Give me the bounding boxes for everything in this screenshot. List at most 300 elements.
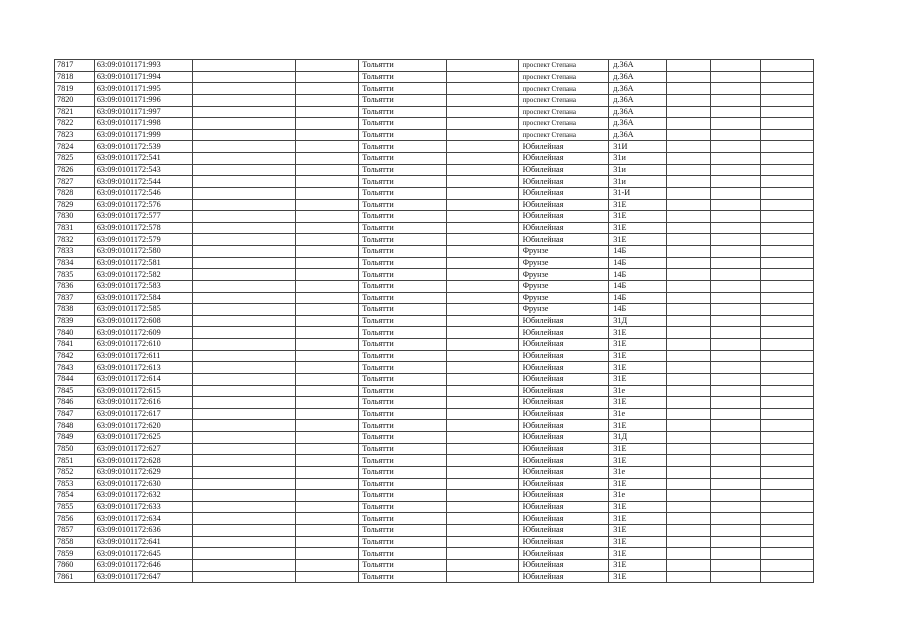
city-cell: Тольятти: [359, 106, 446, 118]
empty-cell: [760, 257, 813, 269]
empty-cell: [446, 141, 518, 153]
cadastral-number-cell: 63:09:0101172:583: [94, 280, 192, 292]
house-cell: 31Е: [609, 478, 667, 490]
house-cell: 31е: [609, 490, 667, 502]
city-cell: Тольятти: [359, 292, 446, 304]
city-cell: Тольятти: [359, 60, 446, 72]
row-number-cell: 7817: [55, 60, 95, 72]
empty-cell: [711, 455, 761, 467]
city-cell: Тольятти: [359, 350, 446, 362]
empty-cell: [296, 408, 359, 420]
empty-cell: [296, 327, 359, 339]
empty-cell: [296, 315, 359, 327]
empty-cell: [666, 234, 710, 246]
empty-cell: [296, 501, 359, 513]
cadastral-number-cell: 63:09:0101172:539: [94, 141, 192, 153]
street-cell: Юбилейная: [518, 153, 609, 165]
house-cell: 31и: [609, 176, 667, 188]
empty-cell: [446, 420, 518, 432]
empty-cell: [296, 187, 359, 199]
empty-cell: [296, 525, 359, 537]
cadastral-number-cell: 63:09:0101172:576: [94, 199, 192, 211]
city-cell: Тольятти: [359, 501, 446, 513]
table-row: [55, 211, 814, 223]
empty-cell: [711, 350, 761, 362]
empty-cell: [193, 187, 296, 199]
empty-cell: [446, 83, 518, 95]
city-cell: Тольятти: [359, 397, 446, 409]
street-cell: Юбилейная: [518, 513, 609, 525]
street-cell: Юбилейная: [518, 443, 609, 455]
row-number-cell: 7819: [55, 83, 95, 95]
house-cell: д.36А: [609, 129, 667, 141]
street-cell: Фрунзе: [518, 280, 609, 292]
city-cell: Тольятти: [359, 548, 446, 560]
empty-cell: [193, 106, 296, 118]
empty-cell: [760, 490, 813, 502]
house-cell: 14Б: [609, 246, 667, 258]
empty-cell: [760, 280, 813, 292]
empty-cell: [711, 257, 761, 269]
empty-cell: [711, 315, 761, 327]
row-number-cell: 7820: [55, 94, 95, 106]
street-cell: Юбилейная: [518, 315, 609, 327]
table-row: [55, 443, 814, 455]
empty-cell: [711, 373, 761, 385]
cadastral-number-cell: 63:09:0101172:647: [94, 571, 192, 583]
empty-cell: [193, 129, 296, 141]
city-cell: Тольятти: [359, 339, 446, 351]
empty-cell: [446, 373, 518, 385]
street-cell: Юбилейная: [518, 455, 609, 467]
row-number-cell: 7835: [55, 269, 95, 281]
street-cell: Юбилейная: [518, 501, 609, 513]
empty-cell: [446, 559, 518, 571]
empty-cell: [760, 397, 813, 409]
empty-cell: [193, 339, 296, 351]
empty-cell: [666, 327, 710, 339]
cadastral-number-cell: 63:09:0101172:581: [94, 257, 192, 269]
city-cell: Тольятти: [359, 408, 446, 420]
house-cell: 31Е: [609, 234, 667, 246]
empty-cell: [446, 501, 518, 513]
empty-cell: [711, 60, 761, 72]
empty-cell: [666, 455, 710, 467]
empty-cell: [666, 292, 710, 304]
street-cell: Юбилейная: [518, 420, 609, 432]
street-cell: проспект Степана: [518, 129, 609, 141]
house-cell: 31Е: [609, 513, 667, 525]
empty-cell: [296, 455, 359, 467]
row-number-cell: 7859: [55, 548, 95, 560]
empty-cell: [446, 118, 518, 130]
empty-cell: [711, 153, 761, 165]
empty-cell: [446, 164, 518, 176]
table-row: [55, 83, 814, 95]
street-cell: Юбилейная: [518, 525, 609, 537]
empty-cell: [193, 513, 296, 525]
empty-cell: [711, 525, 761, 537]
city-cell: Тольятти: [359, 94, 446, 106]
city-cell: Тольятти: [359, 362, 446, 374]
empty-cell: [296, 222, 359, 234]
house-cell: 31Е: [609, 222, 667, 234]
empty-cell: [760, 362, 813, 374]
empty-cell: [666, 176, 710, 188]
empty-cell: [193, 176, 296, 188]
empty-cell: [296, 304, 359, 316]
house-cell: 31И: [609, 141, 667, 153]
house-cell: 14Б: [609, 257, 667, 269]
empty-cell: [760, 466, 813, 478]
city-cell: Тольятти: [359, 420, 446, 432]
row-number-cell: 7852: [55, 466, 95, 478]
empty-cell: [666, 257, 710, 269]
house-cell: 14Б: [609, 269, 667, 281]
empty-cell: [711, 164, 761, 176]
empty-cell: [666, 106, 710, 118]
street-cell: Юбилейная: [518, 373, 609, 385]
empty-cell: [446, 350, 518, 362]
city-cell: Тольятти: [359, 118, 446, 130]
empty-cell: [666, 548, 710, 560]
street-cell: проспект Степана: [518, 118, 609, 130]
house-cell: д.36А: [609, 83, 667, 95]
empty-cell: [666, 118, 710, 130]
house-cell: 31Е: [609, 397, 667, 409]
house-cell: д.36А: [609, 71, 667, 83]
empty-cell: [193, 71, 296, 83]
city-cell: Тольятти: [359, 559, 446, 571]
empty-cell: [296, 269, 359, 281]
empty-cell: [296, 432, 359, 444]
empty-cell: [296, 490, 359, 502]
table-row: [55, 548, 814, 560]
street-cell: Юбилейная: [518, 141, 609, 153]
row-number-cell: 7860: [55, 559, 95, 571]
empty-cell: [193, 525, 296, 537]
empty-cell: [666, 513, 710, 525]
table-row: [55, 513, 814, 525]
street-cell: Юбилейная: [518, 571, 609, 583]
house-cell: д.36А: [609, 60, 667, 72]
street-cell: проспект Степана: [518, 71, 609, 83]
street-cell: проспект Степана: [518, 60, 609, 72]
empty-cell: [193, 466, 296, 478]
empty-cell: [296, 350, 359, 362]
empty-cell: [666, 536, 710, 548]
empty-cell: [446, 513, 518, 525]
table-row: [55, 222, 814, 234]
empty-cell: [711, 280, 761, 292]
empty-cell: [193, 304, 296, 316]
table-row: [55, 571, 814, 583]
empty-cell: [446, 466, 518, 478]
street-cell: Юбилейная: [518, 222, 609, 234]
table-row: [55, 432, 814, 444]
house-cell: д.36А: [609, 94, 667, 106]
empty-cell: [446, 257, 518, 269]
empty-cell: [446, 327, 518, 339]
house-cell: 31Е: [609, 455, 667, 467]
empty-cell: [760, 222, 813, 234]
table-row: [55, 164, 814, 176]
empty-cell: [711, 269, 761, 281]
table-row: [55, 373, 814, 385]
empty-cell: [296, 60, 359, 72]
empty-cell: [666, 211, 710, 223]
city-cell: Тольятти: [359, 373, 446, 385]
empty-cell: [760, 118, 813, 130]
empty-cell: [296, 71, 359, 83]
row-number-cell: 7832: [55, 234, 95, 246]
street-cell: Юбилейная: [518, 432, 609, 444]
street-cell: Юбилейная: [518, 385, 609, 397]
empty-cell: [296, 94, 359, 106]
empty-cell: [760, 141, 813, 153]
row-number-cell: 7848: [55, 420, 95, 432]
house-cell: 31Е: [609, 327, 667, 339]
table-row: [55, 129, 814, 141]
row-number-cell: 7841: [55, 339, 95, 351]
empty-cell: [446, 432, 518, 444]
empty-cell: [711, 408, 761, 420]
empty-cell: [760, 304, 813, 316]
city-cell: Тольятти: [359, 304, 446, 316]
city-cell: Тольятти: [359, 478, 446, 490]
empty-cell: [666, 397, 710, 409]
empty-cell: [296, 559, 359, 571]
empty-cell: [446, 339, 518, 351]
table-row: [55, 257, 814, 269]
table-row: [55, 280, 814, 292]
cadastral-number-cell: 63:09:0101172:584: [94, 292, 192, 304]
empty-cell: [760, 60, 813, 72]
empty-cell: [760, 432, 813, 444]
house-cell: 14Б: [609, 304, 667, 316]
row-number-cell: 7824: [55, 141, 95, 153]
table-row: [55, 339, 814, 351]
empty-cell: [193, 420, 296, 432]
row-number-cell: 7831: [55, 222, 95, 234]
house-cell: 31Е: [609, 211, 667, 223]
table-row: [55, 525, 814, 537]
empty-cell: [446, 304, 518, 316]
empty-cell: [760, 536, 813, 548]
empty-cell: [193, 536, 296, 548]
empty-cell: [296, 536, 359, 548]
table-row: [55, 397, 814, 409]
table-row: [55, 420, 814, 432]
cadastral-number-cell: 63:09:0101172:580: [94, 246, 192, 258]
table-row: [55, 176, 814, 188]
empty-cell: [446, 397, 518, 409]
house-cell: д.36А: [609, 106, 667, 118]
empty-cell: [760, 559, 813, 571]
cadastral-number-cell: 63:09:0101171:998: [94, 118, 192, 130]
table-row: [55, 71, 814, 83]
city-cell: Тольятти: [359, 257, 446, 269]
empty-cell: [296, 466, 359, 478]
empty-cell: [760, 83, 813, 95]
empty-cell: [711, 478, 761, 490]
empty-cell: [711, 141, 761, 153]
street-cell: проспект Степана: [518, 106, 609, 118]
city-cell: Тольятти: [359, 211, 446, 223]
empty-cell: [760, 327, 813, 339]
empty-cell: [193, 501, 296, 513]
row-number-cell: 7850: [55, 443, 95, 455]
empty-cell: [296, 118, 359, 130]
house-cell: 31Е: [609, 571, 667, 583]
empty-cell: [666, 269, 710, 281]
empty-cell: [193, 315, 296, 327]
empty-cell: [296, 373, 359, 385]
row-number-cell: 7861: [55, 571, 95, 583]
street-cell: Юбилейная: [518, 211, 609, 223]
empty-cell: [446, 269, 518, 281]
house-cell: д.36А: [609, 118, 667, 130]
row-number-cell: 7858: [55, 536, 95, 548]
empty-cell: [193, 490, 296, 502]
street-cell: Юбилейная: [518, 397, 609, 409]
empty-cell: [760, 187, 813, 199]
empty-cell: [446, 408, 518, 420]
house-cell: 31Е: [609, 536, 667, 548]
empty-cell: [296, 571, 359, 583]
empty-cell: [666, 141, 710, 153]
cadastral-number-cell: 63:09:0101172:582: [94, 269, 192, 281]
house-cell: 14Б: [609, 280, 667, 292]
cadastral-number-cell: 63:09:0101172:608: [94, 315, 192, 327]
empty-cell: [446, 490, 518, 502]
empty-cell: [711, 187, 761, 199]
empty-cell: [193, 222, 296, 234]
city-cell: Тольятти: [359, 234, 446, 246]
empty-cell: [193, 432, 296, 444]
empty-cell: [760, 339, 813, 351]
empty-cell: [296, 129, 359, 141]
empty-cell: [296, 443, 359, 455]
empty-cell: [296, 257, 359, 269]
empty-cell: [666, 501, 710, 513]
row-number-cell: 7857: [55, 525, 95, 537]
empty-cell: [193, 478, 296, 490]
table-row: [55, 246, 814, 258]
row-number-cell: 7825: [55, 153, 95, 165]
street-cell: Юбилейная: [518, 339, 609, 351]
table-row: [55, 94, 814, 106]
table-row: [55, 327, 814, 339]
table-row: [55, 187, 814, 199]
city-cell: Тольятти: [359, 536, 446, 548]
empty-cell: [446, 292, 518, 304]
empty-cell: [193, 327, 296, 339]
empty-cell: [446, 94, 518, 106]
empty-cell: [666, 60, 710, 72]
empty-cell: [711, 304, 761, 316]
row-number-cell: 7826: [55, 164, 95, 176]
empty-cell: [446, 153, 518, 165]
empty-cell: [193, 548, 296, 560]
empty-cell: [760, 164, 813, 176]
cadastral-number-cell: 63:09:0101172:577: [94, 211, 192, 223]
cadastral-number-cell: 63:09:0101172:645: [94, 548, 192, 560]
cadastral-number-cell: 63:09:0101172:578: [94, 222, 192, 234]
empty-cell: [760, 94, 813, 106]
city-cell: Тольятти: [359, 141, 446, 153]
street-cell: Юбилейная: [518, 536, 609, 548]
empty-cell: [760, 385, 813, 397]
empty-cell: [666, 304, 710, 316]
empty-cell: [193, 234, 296, 246]
house-cell: 31Е: [609, 443, 667, 455]
row-number-cell: 7829: [55, 199, 95, 211]
empty-cell: [760, 455, 813, 467]
empty-cell: [296, 548, 359, 560]
empty-cell: [296, 339, 359, 351]
street-cell: Юбилейная: [518, 478, 609, 490]
city-cell: Тольятти: [359, 513, 446, 525]
table-row: [55, 501, 814, 513]
cadastral-number-cell: 63:09:0101172:633: [94, 501, 192, 513]
house-cell: 31Е: [609, 199, 667, 211]
empty-cell: [666, 83, 710, 95]
street-cell: Юбилейная: [518, 164, 609, 176]
empty-cell: [760, 234, 813, 246]
empty-cell: [760, 478, 813, 490]
street-cell: Юбилейная: [518, 408, 609, 420]
empty-cell: [446, 443, 518, 455]
cadastral-number-cell: 63:09:0101172:646: [94, 559, 192, 571]
empty-cell: [711, 327, 761, 339]
empty-cell: [666, 164, 710, 176]
city-cell: Тольятти: [359, 525, 446, 537]
empty-cell: [711, 513, 761, 525]
city-cell: Тольятти: [359, 71, 446, 83]
cadastral-number-cell: 63:09:0101172:627: [94, 443, 192, 455]
empty-cell: [193, 455, 296, 467]
city-cell: Тольятти: [359, 83, 446, 95]
house-cell: 31Е: [609, 559, 667, 571]
empty-cell: [296, 292, 359, 304]
empty-cell: [296, 513, 359, 525]
row-number-cell: 7830: [55, 211, 95, 223]
empty-cell: [711, 362, 761, 374]
empty-cell: [711, 397, 761, 409]
city-cell: Тольятти: [359, 176, 446, 188]
street-cell: Фрунзе: [518, 257, 609, 269]
empty-cell: [193, 443, 296, 455]
house-cell: 31Д: [609, 432, 667, 444]
empty-cell: [193, 373, 296, 385]
row-number-cell: 7838: [55, 304, 95, 316]
house-cell: 31е: [609, 466, 667, 478]
empty-cell: [760, 408, 813, 420]
empty-cell: [193, 280, 296, 292]
city-cell: Тольятти: [359, 153, 446, 165]
empty-cell: [446, 187, 518, 199]
empty-cell: [666, 129, 710, 141]
row-number-cell: 7821: [55, 106, 95, 118]
empty-cell: [296, 211, 359, 223]
empty-cell: [666, 443, 710, 455]
cadastral-number-cell: 63:09:0101172:614: [94, 373, 192, 385]
row-number-cell: 7845: [55, 385, 95, 397]
empty-cell: [296, 478, 359, 490]
table-row: [55, 478, 814, 490]
table-row: [55, 292, 814, 304]
